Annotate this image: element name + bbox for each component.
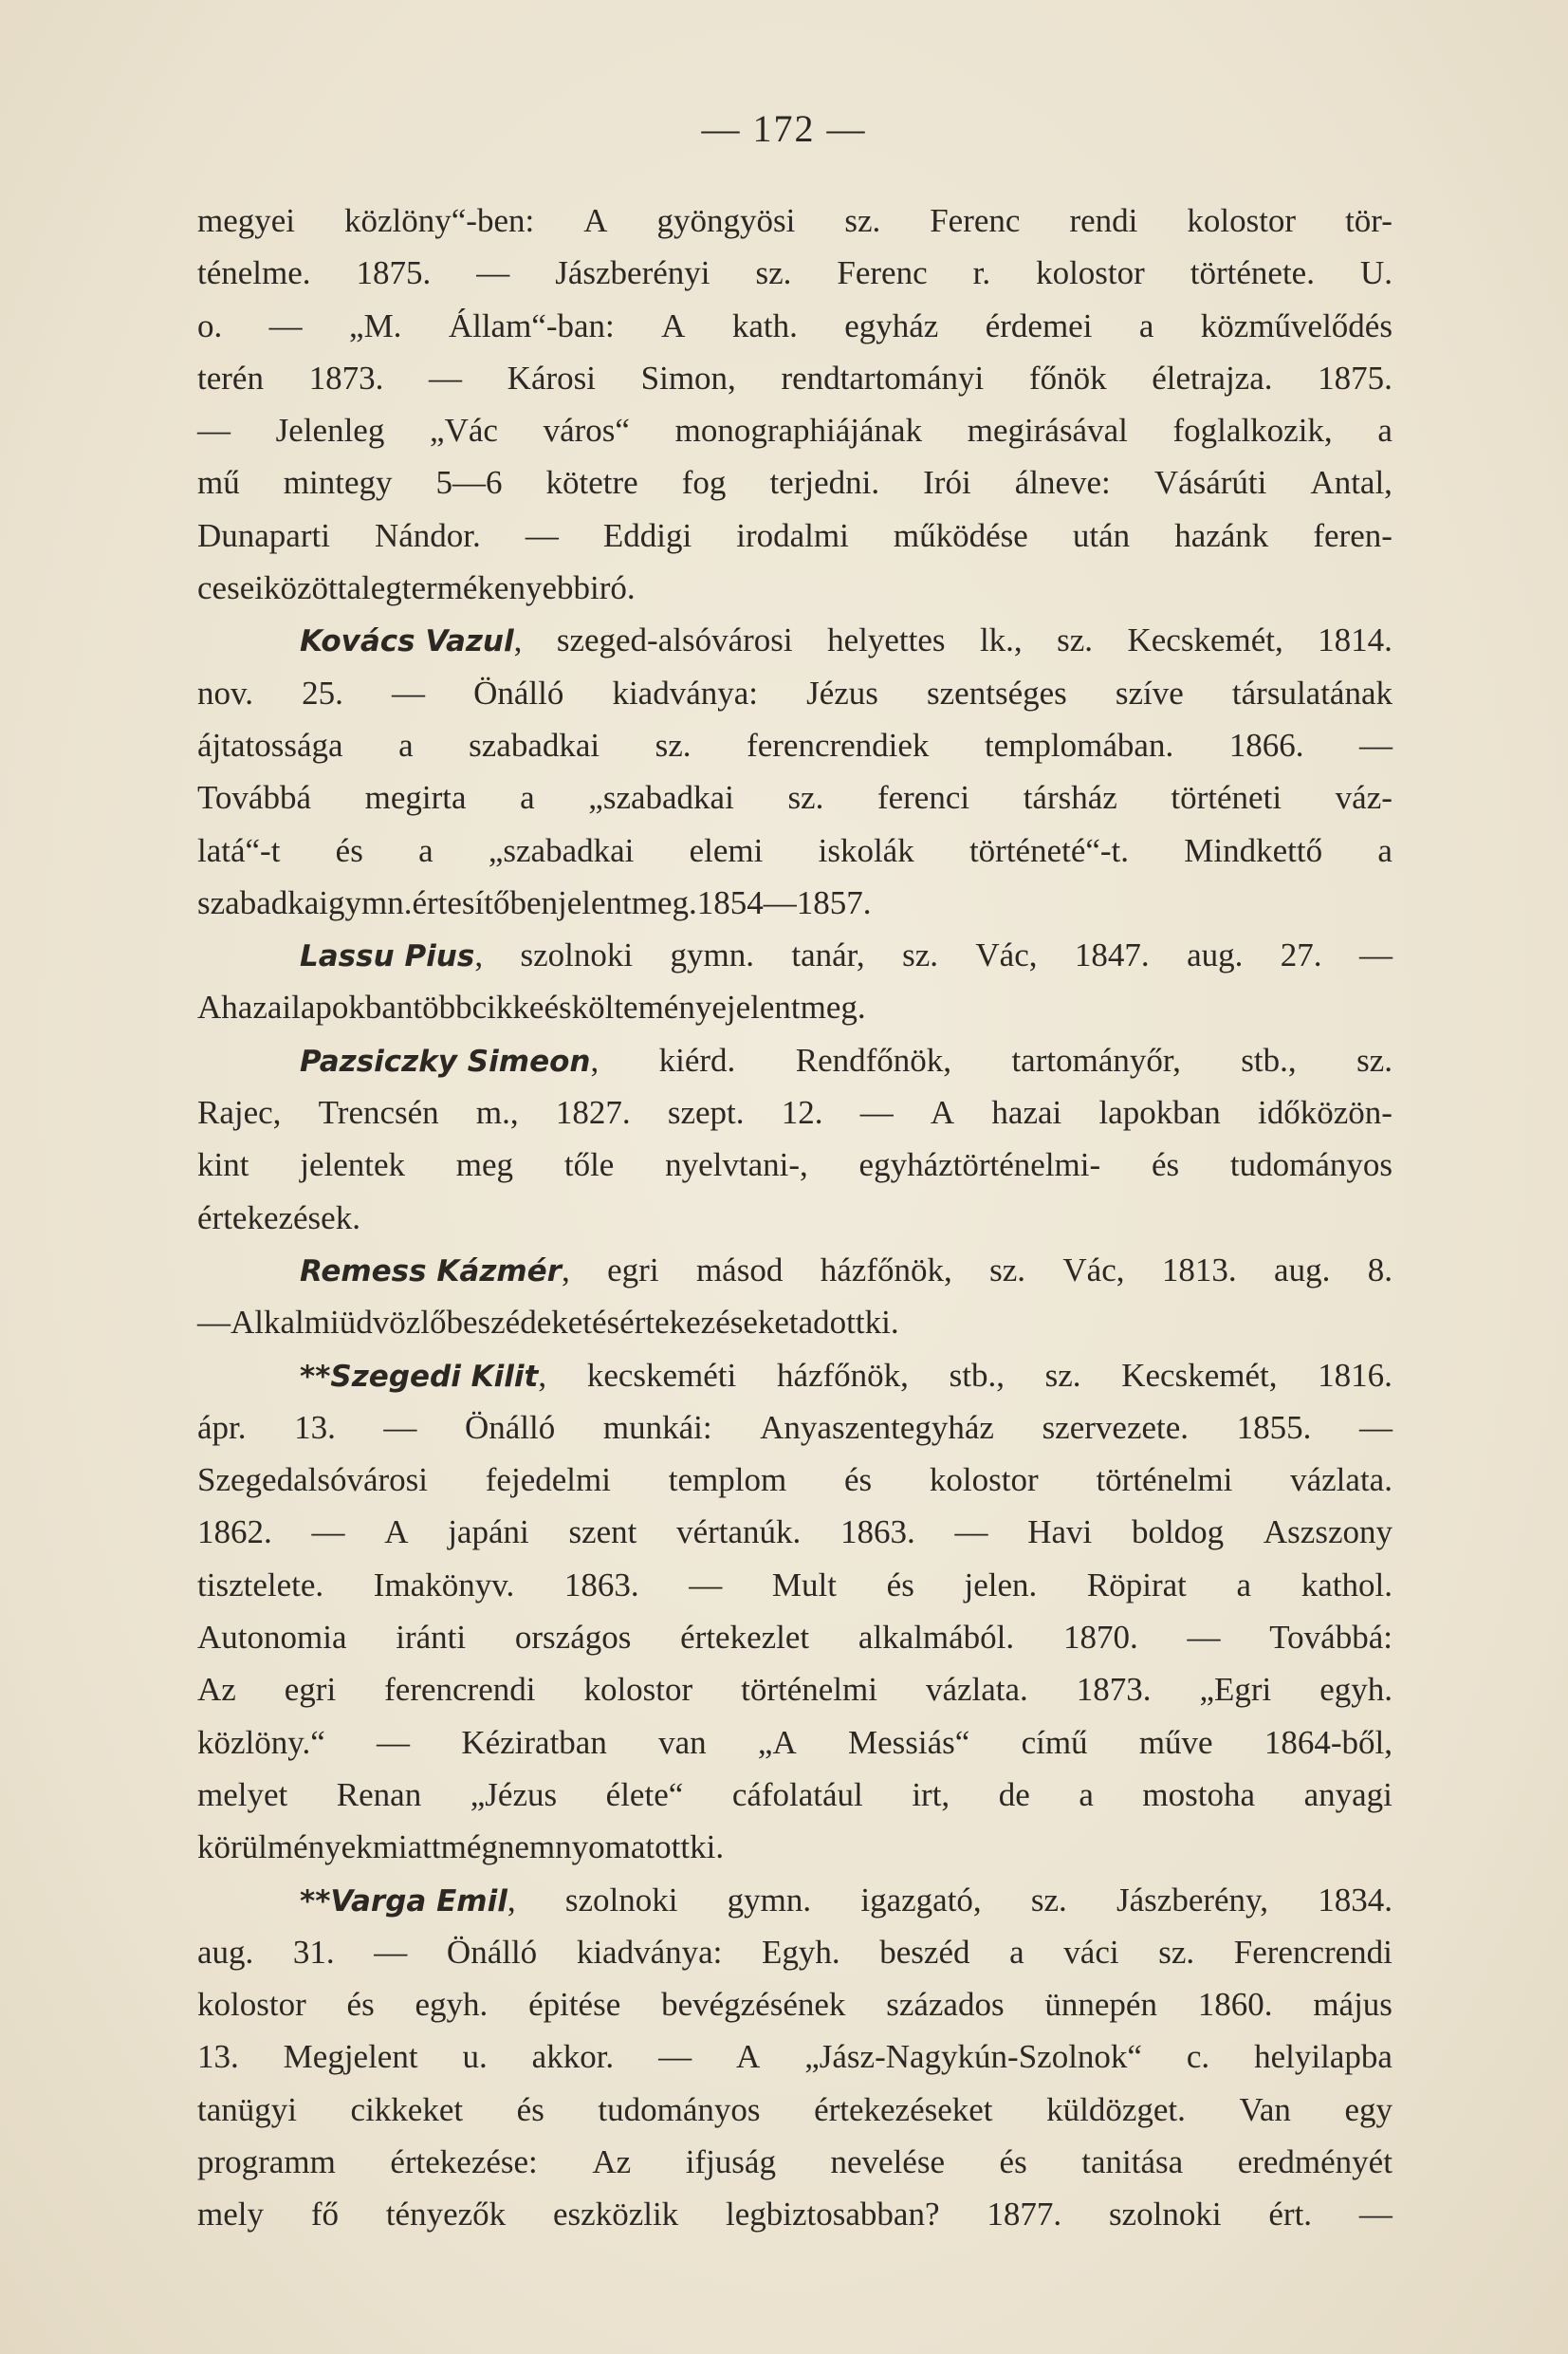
text-line: Továbbá megirta a „szabadkai sz. ferenci társház történeti váz-: [197, 779, 1393, 817]
text-line: aug. 31. — Önálló kiadványa: Egyh. beszéd a váci sz. Ferencrendi: [197, 1933, 1393, 1971]
text-line: melyet Renan „Jézus élete“ cáfolatául irt, de a mostoha anyagi: [197, 1775, 1393, 1813]
text-line: cesei között a legtermékenyebb iró.: [197, 569, 636, 607]
text-line: kolostor és egyh. épitése bevégzésének százados ünnepén 1860. május: [197, 1986, 1393, 2024]
text-line: megyei közlöny“-ben: A gyöngyösi sz. Ferenc rendi kolostor tör-: [197, 202, 1393, 239]
text-line: Szegedalsóvárosi fejedelmi templom és kolostor történelmi vázlata.: [197, 1461, 1393, 1499]
text-line: mely fő tényezők eszközlik legbiztosabban? 1877. szolnoki ért. —: [197, 2196, 1393, 2234]
entry-name: Lassu Pius: [300, 939, 475, 974]
text-line: közlöny.“ — Kéziratban van „A Messiás“ című műve 1864-ből,: [197, 1723, 1393, 1761]
entry-name: **Szegedi Kilit: [300, 1359, 539, 1394]
text-line: **Varga Emil, szolnoki gymn. igazgató, sz. Jászberény, 1834.: [300, 1881, 1393, 1918]
entry-name: Pazsiczky Simeon: [300, 1044, 591, 1079]
entry-name: Remess Kázmér: [300, 1253, 562, 1288]
text-line: mű mintegy 5—6 kötetre fog terjedni. Irói álneve: Vásárúti Antal,: [197, 464, 1393, 502]
text-line: Lassu Pius, szolnoki gymn. tanár, sz. Vác, 1847. aug. 27. —: [300, 936, 1393, 974]
text-line: Kovács Vazul, szeged-alsóvárosi helyettes lk., sz. Kecskemét, 1814.: [300, 621, 1393, 659]
text-line: ájtatossága a szabadkai sz. ferencrendiek templomában. 1866. —: [197, 726, 1393, 764]
text-line: tanügyi cikkeket és tudományos értekezéseket küldözget. Van egy: [197, 2090, 1393, 2128]
text-line: Remess Kázmér, egri másod házfőnök, sz. Vác, 1813. aug. 8.: [300, 1251, 1393, 1288]
text-line: körülmények miatt még nem nyomatott ki.: [197, 1828, 725, 1866]
text-line: — Jelenleg „Vác város“ monographiájának megirásával foglalkozik, a: [197, 412, 1393, 450]
text-line: Pazsiczky Simeon, kiérd. Rendfőnök, tartományőr, stb., sz.: [300, 1041, 1393, 1079]
text-line: Dunaparti Nándor. — Eddigi irodalmi működése után hazánk feren-: [197, 516, 1393, 554]
text-line: 13. Megjelent u. akkor. — A „Jász-Nagykún-Szolnok“ c. helyilapba: [197, 2038, 1393, 2076]
text-line: kint jelentek meg tőle nyelvtani-, egyháztörténelmi- és tudományos: [197, 1146, 1393, 1184]
text-line: értekezések.: [197, 1198, 360, 1236]
text-line: szabadkai gymn. értesítőben jelent meg. 1854—1857.: [197, 883, 872, 921]
text-line: — Alkalmi üdvözlő beszédeket és értekezéseket adott ki.: [197, 1304, 899, 1342]
text-line: tisztelete. Imakönyv. 1863. — Mult és jelen. Röpirat a kathol.: [197, 1566, 1393, 1603]
text-line: A hazai lapokban több cikke és költeménye jelent meg.: [197, 989, 866, 1027]
entry-name: **Varga Emil: [300, 1883, 507, 1918]
text-line: Autonomia iránti országos értekezlet alkalmából. 1870. — Továbbá:: [197, 1619, 1393, 1657]
text-line: **Szegedi Kilit, kecskeméti házfőnök, stb., sz. Kecskemét, 1816.: [300, 1356, 1393, 1394]
text-line: nov. 25. — Önálló kiadványa: Jézus szentséges szíve társulatának: [197, 674, 1393, 712]
text-line: Rajec, Trencsén m., 1827. szept. 12. — A hazai lapokban időközön-: [197, 1094, 1393, 1132]
entry-name: Kovács Vazul: [300, 624, 514, 659]
text-line: 1862. — A japáni szent vértanúk. 1863. — Havi boldog Aszszony: [197, 1513, 1393, 1551]
text-line: o. — „M. Állam“-ban: A kath. egyház érdemei a közművelődés: [197, 306, 1393, 344]
text-line: Az egri ferencrendi kolostor történelmi vázlata. 1873. „Egri egyh.: [197, 1671, 1393, 1709]
text-line: terén 1873. — Károsi Simon, rendtartományi főnök életrajza. 1875.: [197, 359, 1393, 397]
text-line: ápr. 13. — Önálló munkái: Anyaszentegyház szervezete. 1855. —: [197, 1408, 1393, 1446]
body-text: [197, 195, 1393, 2241]
page-number: — 172 —: [701, 107, 867, 150]
text-line: programm értekezése: Az ifjuság nevelése és tanitása eredményét: [197, 2142, 1393, 2180]
text-line: latá“-t és a „szabadkai elemi iskolák történeté“-t. Mindkettő a: [197, 831, 1393, 869]
text-line: ténelme. 1875. — Jászberényi sz. Ferenc r. kolostor története. U.: [197, 254, 1393, 292]
